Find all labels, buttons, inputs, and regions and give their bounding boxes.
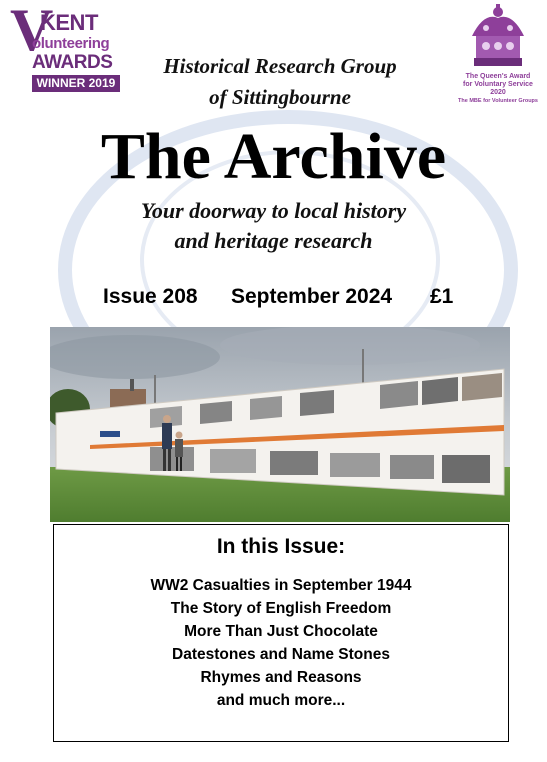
contents-item: WW2 Casualties in September 1944: [150, 577, 412, 594]
crown-icon: [466, 4, 530, 70]
queens-award-line-2: for Voluntary Service: [463, 81, 533, 88]
contents-heading: In this Issue:: [216, 535, 346, 558]
cover-photo: [50, 327, 510, 522]
issue-info: [0, 285, 547, 311]
queens-award-year: 2020: [490, 89, 506, 96]
kent-logo-volunteering: olunteering: [32, 35, 110, 52]
contents-item: Rhymes and Reasons: [200, 669, 362, 686]
tagline-line-1: Your doorway to local history: [140, 198, 407, 223]
queens-award-logo: [452, 4, 544, 104]
group-name-line-1: Historical Research Group: [163, 54, 397, 78]
timeline-banner-photo: [50, 327, 510, 522]
kent-logo-awards: AWARDS: [32, 52, 113, 73]
tagline-line-2: and heritage research: [174, 228, 373, 253]
contents-item: and much more...: [216, 692, 346, 709]
kent-logo-winner-badge: WINNER 2019: [32, 75, 120, 92]
masthead-title: The Archive: [100, 120, 447, 193]
queens-award-line-1: The Queen's Award: [465, 73, 531, 80]
contents-item: More Than Just Chocolate: [184, 623, 378, 640]
issue-date: September 2024: [231, 285, 393, 308]
queens-award-line-4: The MBE for Volunteer Groups: [458, 98, 538, 104]
contents-item: The Story of English Freedom: [170, 600, 392, 617]
contents-item: Datestones and Name Stones: [172, 646, 390, 663]
kent-logo-letter: V: [10, 0, 54, 63]
contents-box: [53, 524, 509, 742]
issue-price: £1: [430, 285, 454, 308]
kent-volunteering-awards-logo: [10, 0, 120, 92]
kent-logo-title: KENT: [40, 10, 98, 35]
group-name-line-2: of Sittingbourne: [209, 85, 351, 109]
issue-number: Issue 208: [103, 285, 198, 308]
